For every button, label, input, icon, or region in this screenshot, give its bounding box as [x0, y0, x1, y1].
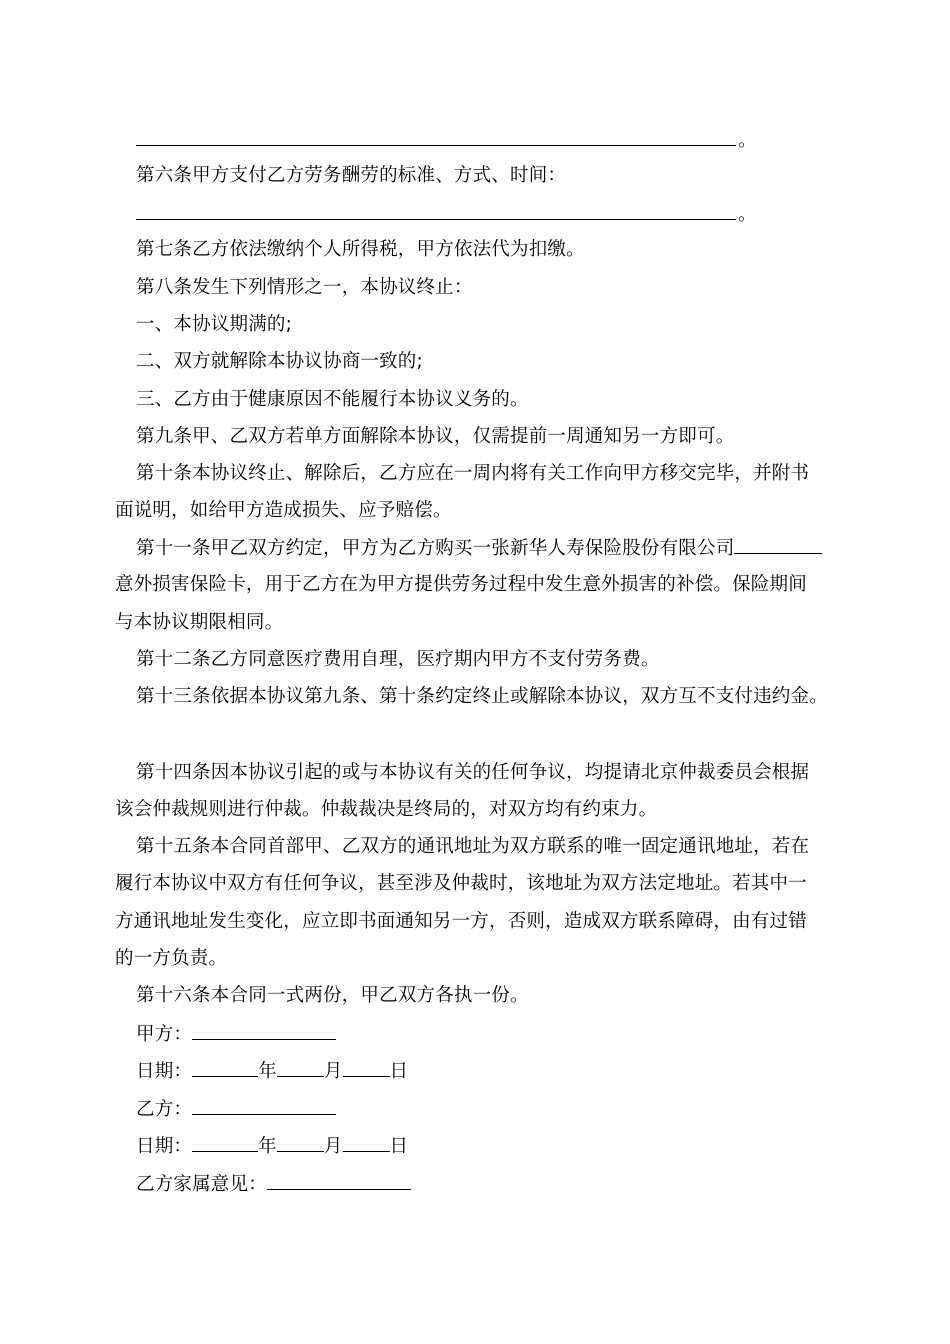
clause-10-line-1: 第十条本协议终止、解除后，乙方应在一周内将有关工作向甲方移交完毕，并附书 — [136, 463, 810, 484]
fill-in-blank[interactable] — [136, 127, 736, 146]
clause-10-line-2: 面说明，如给甲方造成损失、应予赔偿。 — [115, 500, 452, 521]
clause-12: 第十二条乙方同意医疗费用自理，医疗期内甲方不支付劳务费。 — [136, 649, 660, 670]
month-label: 月 — [323, 1061, 343, 1082]
year-field[interactable] — [192, 1133, 258, 1152]
clause-15-line-3: 方通讯地址发生变化，应立即书面通知另一方，否则，造成双方联系障碍，由有过错 — [115, 911, 807, 932]
clause-8-item-1: 一、本协议期满的; — [136, 314, 293, 335]
fill-in-blank[interactable] — [136, 201, 736, 220]
year-label: 年 — [258, 1061, 277, 1082]
month-field[interactable] — [277, 1133, 324, 1152]
party-b-field[interactable] — [192, 1096, 336, 1115]
clause-7: 第七条乙方依法缴纳个人所得税，甲方依法代为扣缴。 — [136, 239, 585, 260]
day-field[interactable] — [343, 1133, 390, 1152]
line-end-mark: 。 — [738, 204, 757, 225]
family-opinion-field[interactable] — [267, 1171, 411, 1190]
clause-14-line-1: 第十四条因本协议引起的或与本协议有关的任何争议，均提请北京仲裁委员会根据 — [136, 762, 810, 783]
day-label: 日 — [389, 1136, 409, 1157]
line-end-mark: 。 — [738, 130, 757, 151]
clause-6: 第六条甲方支付乙方劳务酬劳的标准、方式、时间： — [136, 165, 567, 186]
clause-8: 第八条发生下列情形之一，本协议终止： — [136, 277, 473, 298]
year-label: 年 — [258, 1136, 277, 1157]
clause-11-line-3: 与本协议期限相同。 — [115, 612, 284, 633]
clause-8-item-2: 二、双方就解除本协议协商一致的; — [136, 351, 423, 372]
month-label: 月 — [323, 1136, 343, 1157]
party-a-label: 甲方： — [136, 1024, 193, 1045]
family-opinion-label: 乙方家属意见： — [136, 1174, 267, 1195]
day-field[interactable] — [343, 1058, 390, 1077]
date-label: 日期： — [136, 1136, 193, 1157]
clause-15-line-2: 履行本协议中双方有任何争议，甚至涉及仲裁时，该地址为双方法定地址。若其中一 — [115, 873, 807, 894]
clause-15-line-4: 的一方负责。 — [115, 948, 228, 969]
clause-9: 第九条甲、乙双方若单方面解除本协议，仅需提前一周通知另一方即可。 — [136, 426, 735, 447]
clause-16: 第十六条本合同一式两份，甲乙双方各执一份。 — [136, 985, 529, 1006]
clause-8-item-3: 三、乙方由于健康原因不能履行本协议义务的。 — [136, 389, 529, 410]
party-a-signature — [136, 1021, 866, 1048]
clause-15-line-1: 第十五条本合同首部甲、乙双方的通讯地址为双方联系的唯一固定通讯地址，若在 — [136, 836, 810, 857]
blank-line-1 — [136, 127, 866, 154]
month-field[interactable] — [277, 1058, 324, 1077]
clause-11-line-2: 意外损害保险卡，用于乙方在为甲方提供劳务过程中发生意外损害的补偿。保险期间 — [115, 574, 807, 595]
party-b-signature — [136, 1096, 866, 1123]
party-b-label: 乙方： — [136, 1099, 193, 1120]
date-row-2 — [136, 1133, 866, 1160]
clause-14-line-2: 该会仲裁规则进行仲裁。仲裁裁决是终局的，对双方均有约束力。 — [115, 799, 658, 820]
party-a-field[interactable] — [192, 1021, 336, 1040]
date-row-1 — [136, 1058, 866, 1085]
blank-line-2 — [136, 201, 866, 228]
clause-11-text: 第十一条甲乙双方约定，甲方为乙方购买一张新华人寿保险股份有限公司 — [136, 538, 735, 559]
family-opinion-row — [136, 1171, 866, 1198]
year-field[interactable] — [192, 1058, 258, 1077]
day-label: 日 — [389, 1061, 409, 1082]
clause-11-line-1 — [136, 535, 866, 562]
clause-13: 第十三条依据本协议第九条、第十条约定终止或解除本协议，双方互不支付违约金。 — [136, 686, 828, 707]
date-label: 日期： — [136, 1061, 193, 1082]
insurance-fill-blank[interactable] — [734, 535, 822, 554]
